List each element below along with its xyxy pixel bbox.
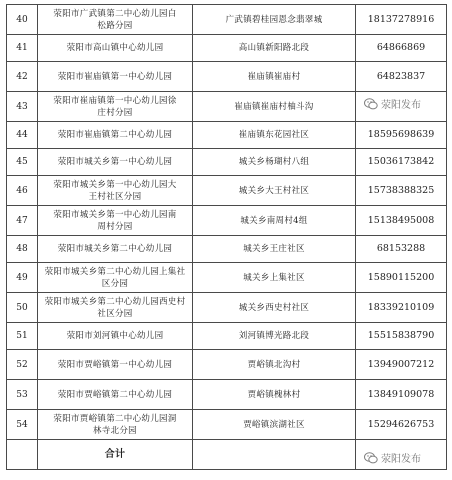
kindergarten-name: 荥阳市城关乡第一中心幼儿园 [38, 149, 193, 176]
table-row [7, 410, 447, 440]
kindergarten-address: 贾峪镇北沟村 [193, 350, 356, 380]
phone-number: 13849109078 [356, 380, 447, 410]
kindergarten-name: 荥阳市城关乡第一中心幼儿园南 周村分园 [38, 206, 193, 236]
kindergarten-name: 荥阳市崔庙镇第二中心幼儿园 [38, 122, 193, 149]
kindergarten-address: 崔庙镇东花园社区 [193, 122, 356, 149]
kindergarten-name: 荥阳市城关乡第二中心幼儿园西史村 社区分园 [38, 293, 193, 323]
kindergarten-name: 荥阳市贾峪镇第一中心幼儿园 [38, 350, 193, 380]
row-number: 40 [7, 5, 38, 35]
kindergarten-address: 城关乡南周村4组 [193, 206, 356, 236]
kindergarten-address: 贾峪镇滨湖社区 [193, 410, 356, 440]
row-number: 41 [7, 35, 38, 62]
phone-number [356, 92, 447, 122]
row-number: 46 [7, 176, 38, 206]
kindergarten-address: 广武镇碧桂园恩念翡翠城 [193, 5, 356, 35]
total-label: 合计 [38, 440, 193, 470]
phone-number: 18595698639 [356, 122, 447, 149]
phone-number: 15890115200 [356, 263, 447, 293]
kindergarten-name: 荥阳市广武镇第二中心幼儿园白 松路分园 [38, 5, 193, 35]
table-row [7, 122, 447, 149]
table-row [7, 35, 447, 62]
row-number: 53 [7, 380, 38, 410]
table-row [7, 206, 447, 236]
kindergarten-name: 荥阳市贾峪镇第二中心幼儿园洞 林寺北分园 [38, 410, 193, 440]
phone-number: 13949007212 [356, 350, 447, 380]
table-row [7, 5, 447, 35]
total-address [193, 440, 356, 470]
kindergarten-name: 荥阳市城关乡第一中心幼儿园大 王村社区分园 [38, 176, 193, 206]
row-number: 48 [7, 236, 38, 263]
kindergarten-address: 城关乡上集社区 [193, 263, 356, 293]
kindergarten-name: 荥阳市崔庙镇第一中心幼儿园 [38, 62, 193, 92]
table-row [7, 263, 447, 293]
row-number: 47 [7, 206, 38, 236]
table-row [7, 323, 447, 350]
table-row [7, 350, 447, 380]
kindergarten-name: 荥阳市刘河镇中心幼儿园 [38, 323, 193, 350]
row-number: 52 [7, 350, 38, 380]
kindergarten-name: 荥阳市崔庙镇第一中心幼儿园徐 庄村分园 [38, 92, 193, 122]
kindergarten-address: 城关乡王庄社区 [193, 236, 356, 263]
row-number: 44 [7, 122, 38, 149]
phone-number: 15515838790 [356, 323, 447, 350]
table-body [7, 5, 447, 470]
row-number: 45 [7, 149, 38, 176]
kindergarten-address: 贾峪镇槐林村 [193, 380, 356, 410]
table-row [7, 149, 447, 176]
table-row [7, 92, 447, 122]
row-number: 50 [7, 293, 38, 323]
kindergarten-name: 荥阳市城关乡第二中心幼儿园 [38, 236, 193, 263]
phone-number: 15138495008 [356, 206, 447, 236]
phone-number: 18339210109 [356, 293, 447, 323]
table-row [7, 62, 447, 92]
phone-number: 18137278916 [356, 5, 447, 35]
kindergarten-table [6, 4, 447, 470]
phone-number: 64866869 [356, 35, 447, 62]
table-row [7, 380, 447, 410]
kindergarten-address: 崔庙镇崔庙村柚斗沟 [193, 92, 356, 122]
watermark-text: 荥阳发布 [381, 100, 421, 111]
phone-number: 15294626753 [356, 410, 447, 440]
kindergarten-address: 城关乡大王村社区 [193, 176, 356, 206]
kindergarten-address: 城关乡西史村社区 [193, 293, 356, 323]
kindergarten-address: 崔庙镇崔庙村 [193, 62, 356, 92]
phone-number: 68153288 [356, 236, 447, 263]
kindergarten-address: 城关乡杨瑚村八组 [193, 149, 356, 176]
row-number: 49 [7, 263, 38, 293]
row-number: 51 [7, 323, 38, 350]
row-number: 54 [7, 410, 38, 440]
kindergarten-address: 高山镇新阳路北段 [193, 35, 356, 62]
watermark-text: 荥阳发布 [381, 454, 421, 465]
kindergarten-name: 荥阳市城关乡第二中心幼儿园上集社 区分园 [38, 263, 193, 293]
row-number: 42 [7, 62, 38, 92]
kindergarten-name: 荥阳市贾峪镇第二中心幼儿园 [38, 380, 193, 410]
kindergarten-name: 荥阳市高山镇中心幼儿园 [38, 35, 193, 62]
row-number: 43 [7, 92, 38, 122]
phone-number: 15738388325 [356, 176, 447, 206]
total-phone [356, 440, 447, 470]
total-row-number [7, 440, 38, 470]
phone-number: 64823837 [356, 62, 447, 92]
phone-number: 15036173842 [356, 149, 447, 176]
total-row [7, 440, 447, 470]
table-row [7, 293, 447, 323]
table-row [7, 176, 447, 206]
kindergarten-address: 刘河镇博光路北段 [193, 323, 356, 350]
table-row [7, 236, 447, 263]
